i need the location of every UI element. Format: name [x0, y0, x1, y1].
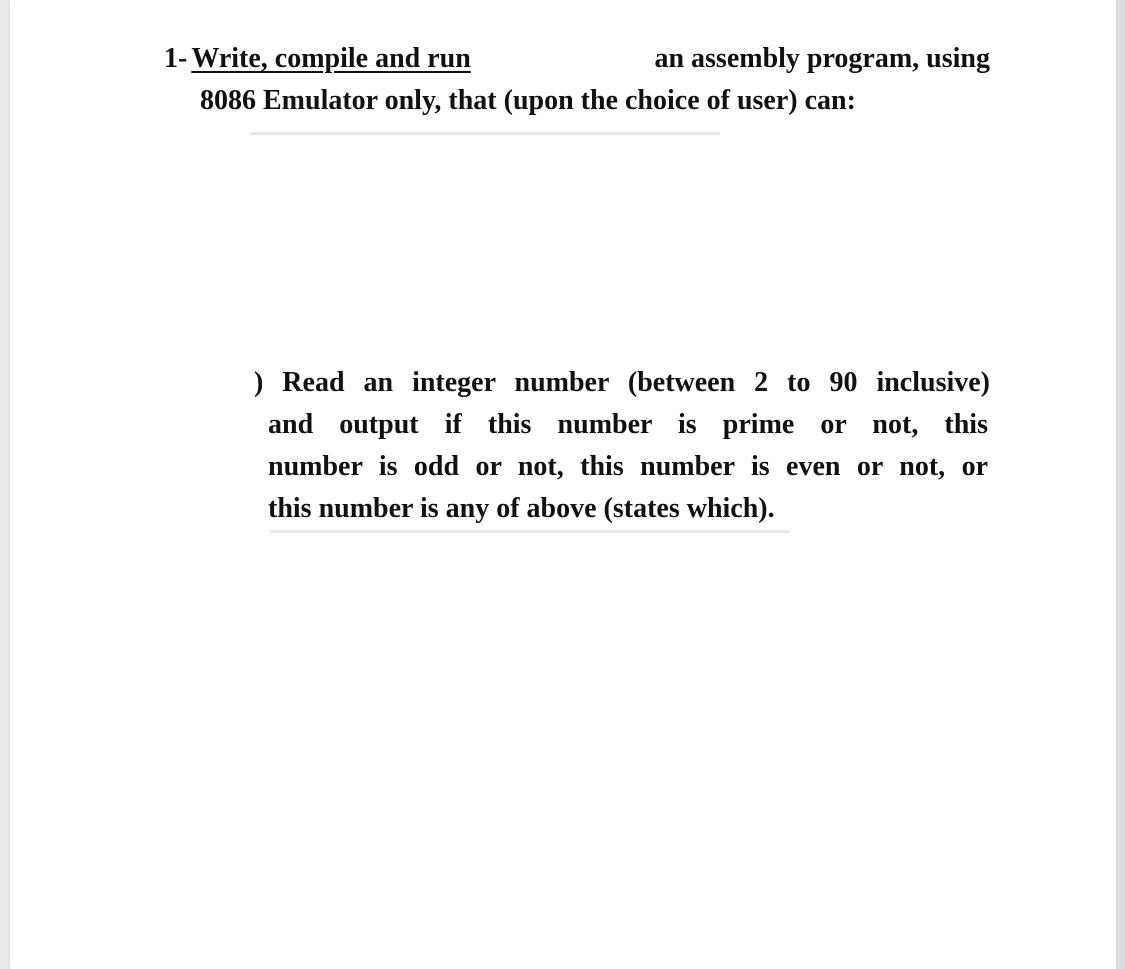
question-number: 1- [164, 43, 188, 74]
task-item-line-4: this number is any of above (states which). [268, 493, 775, 524]
question-1 [164, 38, 990, 122]
question-underlined-text: Write, compile and run [191, 43, 471, 74]
obscured-line [250, 132, 720, 135]
page-edge [1116, 0, 1125, 969]
task-item [254, 362, 990, 530]
obscured-line [270, 530, 790, 533]
question-line-2: 8086 Emulator only, that (upon the choice of user) can: [200, 85, 856, 116]
question-1-line-1 [164, 38, 990, 80]
question-line-1-rest: an assembly program, using [654, 43, 990, 74]
task-item-line-1: ) Read an integer number (between 2 to 90 inclusive) [254, 367, 990, 398]
task-item-line-2: and output if this number is prime or not, this [268, 409, 988, 440]
task-item-line-3: number is odd or not, this number is even or not, or [268, 451, 988, 482]
